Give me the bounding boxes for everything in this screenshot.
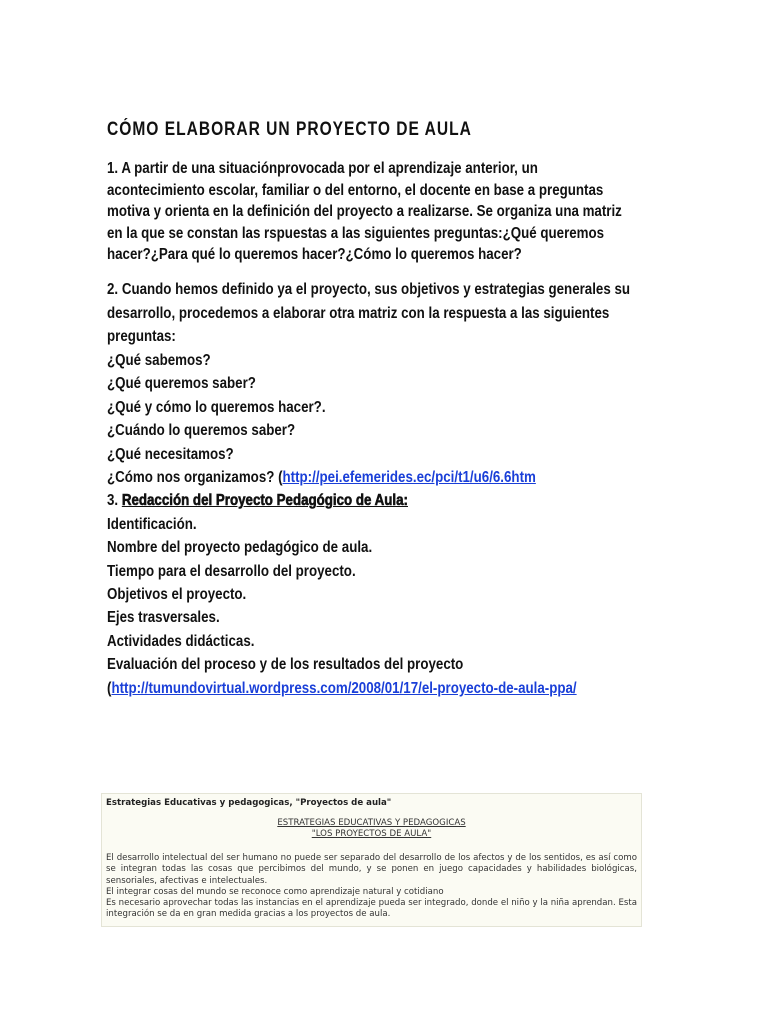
excerpt-heading-line-1: ESTRATEGIAS EDUCATIVAS Y PEDAGOGICAS (277, 818, 466, 829)
section-3-title: Redacción del Proyecto Pedagógico de Aula: (121, 492, 408, 510)
paragraph-1-line: acontecimiento escolar, familiar o del entorno, el docente en base a preguntas (107, 181, 604, 199)
excerpt-title-text: Estrategias Educativas y pedagogicas, (106, 798, 296, 808)
paragraph-2 (107, 278, 675, 349)
section-3-item: Objetivos el proyecto. (107, 586, 247, 604)
embedded-excerpt-image (101, 793, 642, 927)
section-3-item: Identificación. (107, 515, 197, 533)
question-item: ¿Qué y cómo lo queremos hacer?. (107, 398, 326, 416)
excerpt-title (106, 798, 637, 809)
question-item-with-link (107, 466, 577, 489)
source-line (107, 677, 577, 700)
excerpt-heading-line-2: "LOS PROYECTOS DE AULA" (311, 828, 432, 839)
excerpt-body-3: Es necesario aprovechar todas las instancias en el aprendizaje pueda ser integrado, donde el niño y la niña aprendan. Esta integración se da en gran medida gracias a los proyectos de aula. (106, 898, 637, 920)
question-item: ¿Qué necesitamos? (107, 445, 234, 463)
paragraph-1-line: 1. A partir de una situaciónprovocada por el aprendizaje anterior, un (107, 160, 538, 177)
question-item: ¿Qué sabemos? (107, 352, 211, 369)
section-3-item: Actividades didácticas. (107, 632, 255, 650)
section-3-item: Ejes trasversales. (107, 609, 220, 627)
section-3-item: Nombre del proyecto pedagógico de aula. (107, 539, 373, 557)
question-text: ¿Cómo nos organizamos? ( (107, 469, 283, 487)
question-item: ¿Qué queremos saber? (107, 375, 256, 393)
excerpt-title-quoted: "Proyectos de aula" (295, 798, 392, 808)
paragraph-2-line: 2. Cuando hemos definido ya el proyecto, sus objetivos y estrategias generales su (107, 281, 631, 298)
excerpt-body-2: El integrar cosas del mundo se reconoce como aprendizaje natural y cotidiano (106, 886, 444, 897)
paragraph-1-line: en la que se constan las rspuestas a las siguientes preguntas:¿Qué queremos (107, 224, 605, 242)
excerpt-body-1: El desarrollo intelectual del ser humano no puede ser separado del desarrollo de los afectos y de los sentidos, es así como se integran todas las cosas que percibimos del mundo, y se ponen en juego capacidades y habilidades biológicas, sensoriales, afectivas e intelectuales. (106, 853, 637, 886)
tumundovirtual-link[interactable]: http://tumundovirtual.wordpress.com/2008/01/17/el-proyecto-de-aula-ppa/ (111, 679, 577, 697)
paragraph-1-line: hacer?¿Para qué lo queremos hacer?¿Cómo lo queremos hacer? (107, 246, 522, 263)
paragraph-1 (107, 158, 675, 266)
source-paren: ( (107, 679, 112, 697)
paragraph-1-line: motiva y orienta en la definición del proyecto a realizarse. Se organiza una matriz (107, 203, 622, 220)
section-3-number: 3. (107, 492, 122, 510)
pei-efemerides-link[interactable]: http://pei.efemerides.ec/pci/t1/u6/6.6htm (282, 469, 536, 487)
question-list (107, 349, 577, 700)
page-title: CÓMO ELABORAR UN PROYECTO DE AULA (107, 119, 472, 140)
paragraph-2-line: preguntas: (107, 328, 176, 345)
question-item: ¿Cuándo lo queremos saber? (107, 422, 296, 440)
section-3-item: Tiempo para el desarrollo del proyecto. (107, 562, 356, 580)
paragraph-2-line: desarrollo, procedemos a elaborar otra matriz con la respuesta a las siguientes (107, 304, 610, 322)
section-3-item: Evaluación del proceso y de los resultados del proyecto (107, 656, 464, 674)
section-3-heading (107, 489, 577, 512)
